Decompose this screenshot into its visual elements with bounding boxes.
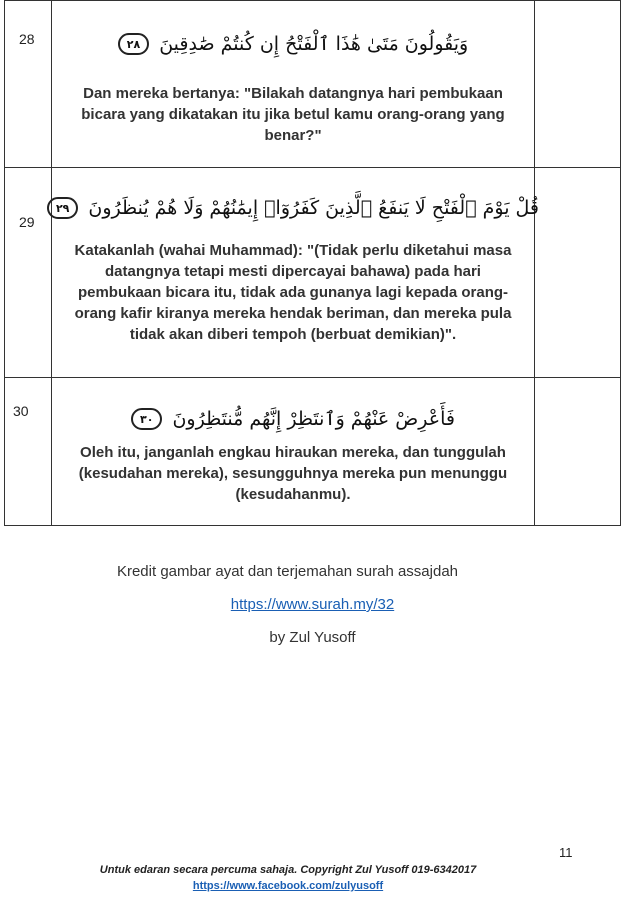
footer-link-row [0,880,576,892]
ayah-marker-icon: ٣٠ [131,408,162,430]
verse-table [4,0,621,526]
verse-content-cell [52,378,535,526]
empty-cell [535,1,621,168]
empty-cell [535,168,621,378]
verse-content-cell [52,168,540,378]
verse-number-cell [5,168,52,378]
page-number: 11 [559,845,573,860]
arabic-verse [52,404,534,434]
verse-row-29 [5,168,621,378]
empty-cell [535,378,621,526]
verse-translation: Dan mereka bertanya: "Bilakah datangnya hari pembukaan bicara yang dikatakan itu jika betul kamu orang-orang yang benar?" [81,85,505,144]
credit-text: Kredit gambar ayat dan terjemahan surah assajdah [116,563,459,580]
verse-translation: Katakanlah (wahai Muhammad): "(Tidak perlu diketahui masa datangnya tetapi mesti dipercayai bahawa) pada hari pembukaan bicara itu, tidak ada gunanya lagi kepada orang-orang kafir kiranya mereka hendak beriman, dan mereka pula tidak akan diberi tempoh (berbuat demikian)". [74,242,512,343]
arabic-text: وَيَقُولُونَ مَتَىٰ هَٰذَا ٱلْفَتْحُ إِن كُنتُمْ صَٰدِقِينَ [159,33,469,55]
ayah-marker-icon: ٢٩ [47,197,78,219]
verse-number-cell [5,1,52,168]
arabic-text: قُلْ يَوْمَ ٱلْفَتْحِ لَا يَنفَعُ ٱلَّذِينَ كَفَرُوٓا۟ إِيمَٰنُهُمْ وَلَا هُمْ يُنظَرُونَ [88,197,540,219]
arabic-verse [52,193,540,223]
credit-link-row [0,596,625,613]
verse-translation: Oleh itu, janganlah engkau hiraukan mereka, dan tunggulah (kesudahan mereka), sesungguhnya mereka pun menunggu (kesudahanmu). [78,444,508,503]
arabic-verse [52,29,534,59]
verse-content-cell [52,1,535,168]
verse-number: 29 [19,214,35,230]
verse-number-cell [5,378,52,526]
credit-author: by Zul Yusoff [269,629,356,646]
footer-facebook-link[interactable]: https://www.facebook.com/zulyusoff [192,880,384,892]
arabic-text: فَأَعْرِضْ عَنْهُمْ وَٱنتَظِرْ إِنَّهُم مُّنتَظِرُونَ [172,408,455,430]
verse-number: 28 [19,31,35,47]
footer-copyright: Untuk edaran secara percuma sahaja. Copyright Zul Yusoff 019-6342017 [99,864,477,876]
verse-row-30 [5,378,621,526]
ayah-marker-icon: ٢٨ [118,33,149,55]
verse-row-28 [5,1,621,168]
credit-link[interactable]: https://www.surah.my/32 [230,596,395,613]
verse-number: 30 [13,403,29,419]
